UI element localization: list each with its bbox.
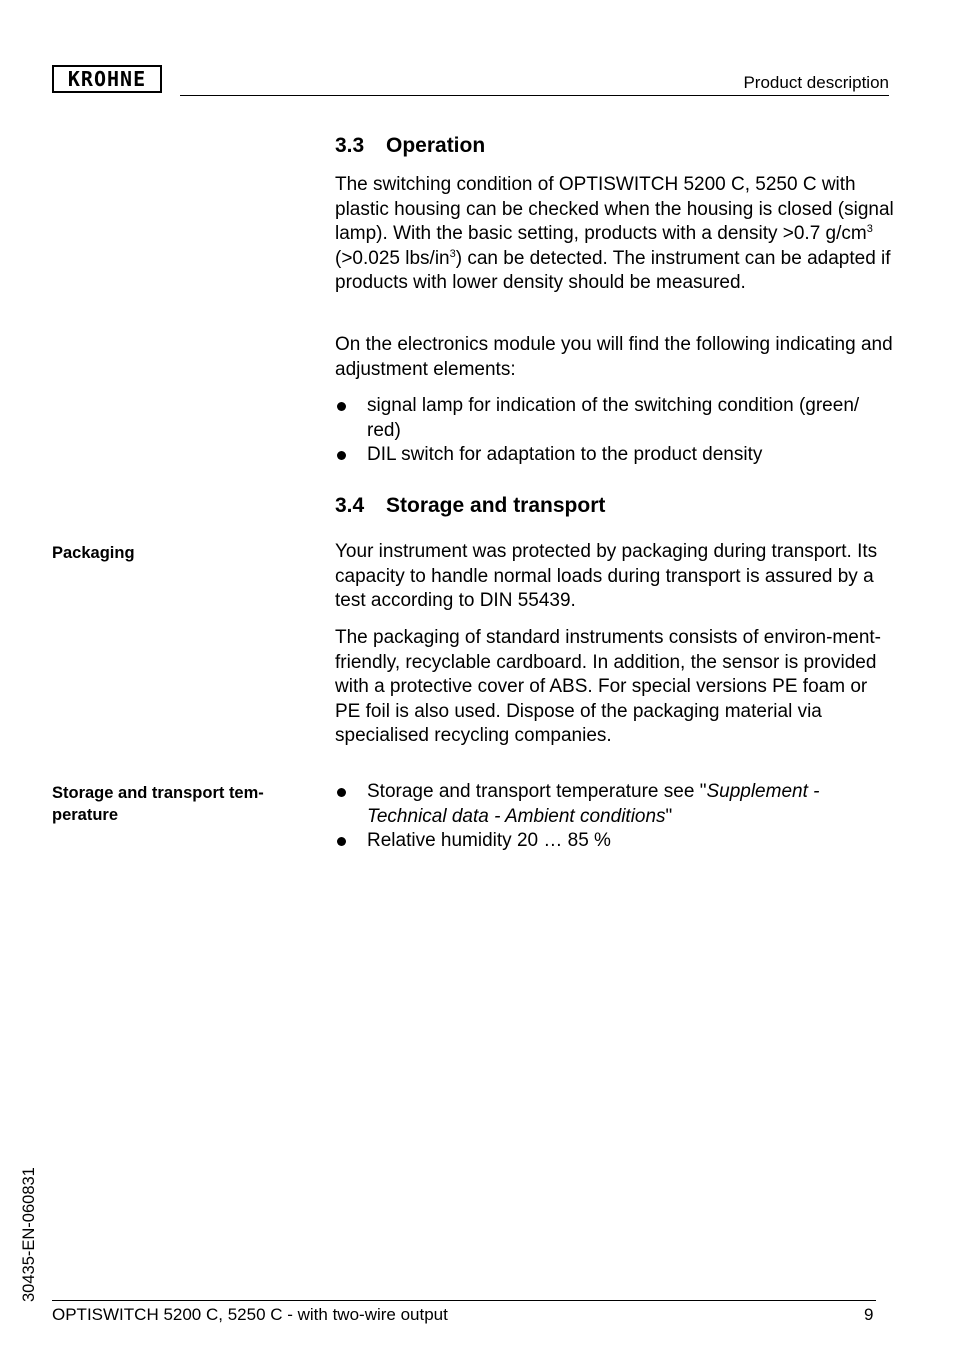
heading-operation — [335, 134, 485, 158]
operation-paragraph-1 — [335, 173, 895, 296]
list-item — [335, 443, 895, 468]
side-label-packaging: Packaging — [52, 544, 135, 562]
heading-title: Storage and transport — [386, 494, 606, 517]
packaging-paragraph-1: Your instrument was protected by packaging during transport. Its capacity to handle normal loads during transport is assured by a test according to DIN 55439. — [335, 541, 878, 611]
text-part: The switching condition of OPTISWITCH 5200 C, 5250 C with plastic housing can be checked when the housing is closed (signal lamp). With the basic setting, products with a density >0.7 g/cm — [335, 174, 894, 244]
footer-rule — [52, 1300, 876, 1301]
superscript: 3 — [866, 223, 873, 235]
header-section-title: Product description — [743, 73, 889, 92]
heading-storage — [335, 494, 605, 518]
heading-title: Operation — [386, 134, 486, 157]
bullet-icon — [337, 451, 346, 460]
krohne-logo — [52, 65, 162, 93]
packaging-paragraph-2: The packaging of standard instruments consists of environ-ment-friendly, recyclable cardboard. In addition, the sensor is provided with a protective cover of ABS. For special versions PE foam or PE foil is also used. Dispose of the packaging material via specialised recycling companies. — [335, 627, 881, 746]
logo-text: KROHNE — [67, 67, 147, 91]
list-item-text: DIL switch for adaptation to the product density — [367, 444, 763, 465]
heading-number: 3.3 — [335, 134, 365, 157]
operation-bullet-list — [335, 394, 895, 468]
text-part: Storage and transport temperature see " — [367, 781, 707, 802]
bullet-icon — [337, 788, 346, 797]
italic-reference: Supplement - Technical data - Ambient conditions — [367, 781, 820, 827]
document-code: 30435-EN-060831 — [20, 1167, 38, 1302]
page-number: 9 — [864, 1305, 874, 1324]
bullet-icon — [337, 402, 346, 411]
text-part: ) can be detected. The instrument can be adapted if products with lower density should be measured. — [335, 247, 891, 293]
list-item-text: Relative humidity 20 … 85 % — [367, 830, 611, 851]
list-item — [335, 780, 895, 829]
side-label-temperature: Storage and transport tem-perature — [52, 784, 264, 824]
list-item-text: signal lamp for indication of the switching condition (green/ red) — [367, 395, 860, 441]
text-part: (>0.025 lbs/in — [335, 247, 450, 269]
footer-product-title: OPTISWITCH 5200 C, 5250 C - with two-wire output — [52, 1305, 448, 1324]
bullet-icon — [337, 837, 346, 846]
header-rule — [180, 95, 889, 96]
list-item — [335, 394, 895, 443]
superscript: 3 — [449, 247, 456, 260]
operation-paragraph-2: On the electronics module you will find the following indicating and adjustment elements: — [335, 334, 893, 380]
text-part: " — [665, 805, 673, 827]
list-item-text — [367, 781, 819, 827]
temperature-bullet-list — [335, 780, 895, 854]
heading-number: 3.4 — [335, 494, 365, 517]
list-item — [335, 829, 895, 854]
